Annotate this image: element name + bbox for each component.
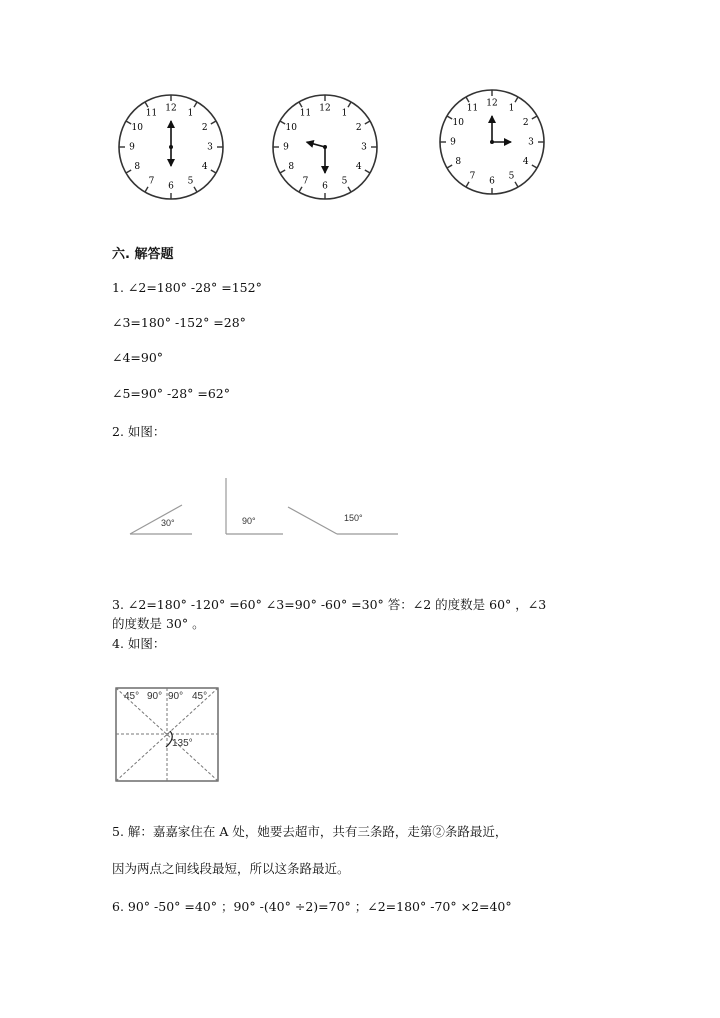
clock-tick: [126, 121, 131, 124]
answer-line: ∠4=90°: [112, 350, 164, 365]
answer-line: 因为两点之间线段最短，所以这条路最近。: [112, 861, 350, 876]
answer-line: 1. ∠2=180° -28° =152°: [112, 280, 262, 295]
arrow-head-icon: [306, 140, 315, 148]
answer-line: 的度数是 30° 。: [112, 616, 205, 631]
clock: [119, 95, 223, 199]
clock-figures: [0, 0, 720, 220]
clock-tick: [365, 121, 370, 124]
clock-number: 9: [129, 142, 135, 153]
clock-number: 5: [341, 176, 348, 187]
arrow-head-icon: [321, 166, 329, 174]
answer-line: ∠5=90° -28° =62°: [112, 386, 231, 401]
clock-number: 8: [288, 162, 295, 172]
clock-tick: [466, 97, 469, 102]
clock-tick: [532, 116, 537, 119]
clock-tick: [348, 102, 351, 107]
clock-tick: [348, 187, 351, 192]
arrow-head-icon: [504, 138, 512, 146]
clock-number: 4: [355, 162, 362, 172]
answer-line: 6. 90° -50° =40° ；90° -(40° ÷2)=70° ；∠2=180° -70° ×2=40°: [112, 899, 512, 914]
clock-number: 6: [489, 176, 495, 187]
clock-number: 10: [452, 118, 464, 128]
clock-number: 9: [283, 142, 289, 153]
clock-number: 7: [148, 176, 155, 187]
answer-line: 2. 如图：: [112, 424, 166, 439]
angle-label: 45°: [124, 691, 140, 702]
section-title: 六. 解答题: [112, 247, 174, 262]
clock: [440, 90, 544, 194]
answer-line: 5. 解：嘉嘉家住在 A 处，她要去超市，共有三条路，走第②条路最近，: [112, 824, 508, 839]
angle-150-arm: [288, 507, 337, 534]
arrow-head-icon: [167, 120, 175, 128]
clock-tick: [280, 170, 285, 173]
angle-figures: [120, 472, 420, 542]
clock-tick: [194, 187, 197, 192]
answer-line: 3. ∠2=180° -120° =60° ∠3=90° -60° =30° 答：∠2 的度数是 60° ，∠3: [112, 597, 547, 612]
clock-tick: [365, 170, 370, 173]
clock-center: [490, 140, 494, 144]
clock-number: 1: [187, 108, 194, 119]
clock-number: 7: [469, 171, 476, 182]
clock-center: [169, 145, 173, 149]
angle-label: 150°: [344, 513, 363, 523]
angle-label: 90°: [242, 516, 256, 526]
clock-tick: [447, 165, 452, 168]
clock-number: 2: [201, 123, 208, 133]
clock-number: 6: [168, 181, 174, 192]
clock-tick: [447, 116, 452, 119]
clock-tick: [194, 102, 197, 107]
clock-number: 1: [341, 108, 348, 119]
clock-number: 4: [522, 157, 529, 167]
clock-number: 1: [508, 103, 515, 114]
clock-tick: [299, 187, 302, 192]
clock-number: 3: [207, 142, 213, 153]
clock-tick: [299, 102, 302, 107]
clock-number: 8: [134, 162, 141, 172]
clock-tick: [145, 187, 148, 192]
angle-label: 90°: [168, 691, 184, 702]
clock-number: 10: [131, 123, 143, 133]
arrow-head-icon: [167, 159, 175, 167]
clock-number: 3: [361, 142, 367, 153]
clock-center: [323, 145, 327, 149]
clock-number: 3: [528, 137, 534, 148]
answer-line: 4. 如图：: [112, 636, 166, 651]
clock-tick: [145, 102, 148, 107]
clock-number: 7: [302, 176, 309, 187]
clock-tick: [515, 182, 518, 187]
arrow-head-icon: [488, 115, 496, 123]
clock-number: 5: [187, 176, 194, 187]
clock-tick: [211, 170, 216, 173]
clock-tick: [466, 182, 469, 187]
clock-number: 4: [201, 162, 208, 172]
clock-tick: [126, 170, 131, 173]
answer-line: ∠3=180° -152° =28°: [112, 315, 246, 330]
angle-label: 45°: [192, 691, 208, 702]
clock-number: 2: [355, 123, 362, 133]
clock-number: 8: [455, 157, 462, 167]
clock-tick: [280, 121, 285, 124]
clock-tick: [211, 121, 216, 124]
clock-number: 6: [322, 181, 328, 192]
folded-square-figure: [114, 684, 224, 784]
clock-number: 9: [450, 137, 456, 148]
clock-number: 10: [285, 123, 297, 133]
angle-label: 30°: [161, 518, 175, 528]
clock-tick: [515, 97, 518, 102]
clock-tick: [532, 165, 537, 168]
clock-number: 12: [486, 98, 498, 109]
clock: [273, 95, 377, 199]
clock-number: 11: [299, 108, 312, 119]
clock-number: 11: [466, 103, 479, 114]
clock-number: 5: [508, 171, 515, 182]
clock-number: 12: [319, 103, 331, 114]
clock-number: 2: [522, 118, 529, 128]
clock-number: 12: [165, 103, 177, 114]
angle-label: 135°: [172, 738, 193, 749]
angle-label: 90°: [147, 691, 163, 702]
clock-number: 11: [145, 108, 158, 119]
